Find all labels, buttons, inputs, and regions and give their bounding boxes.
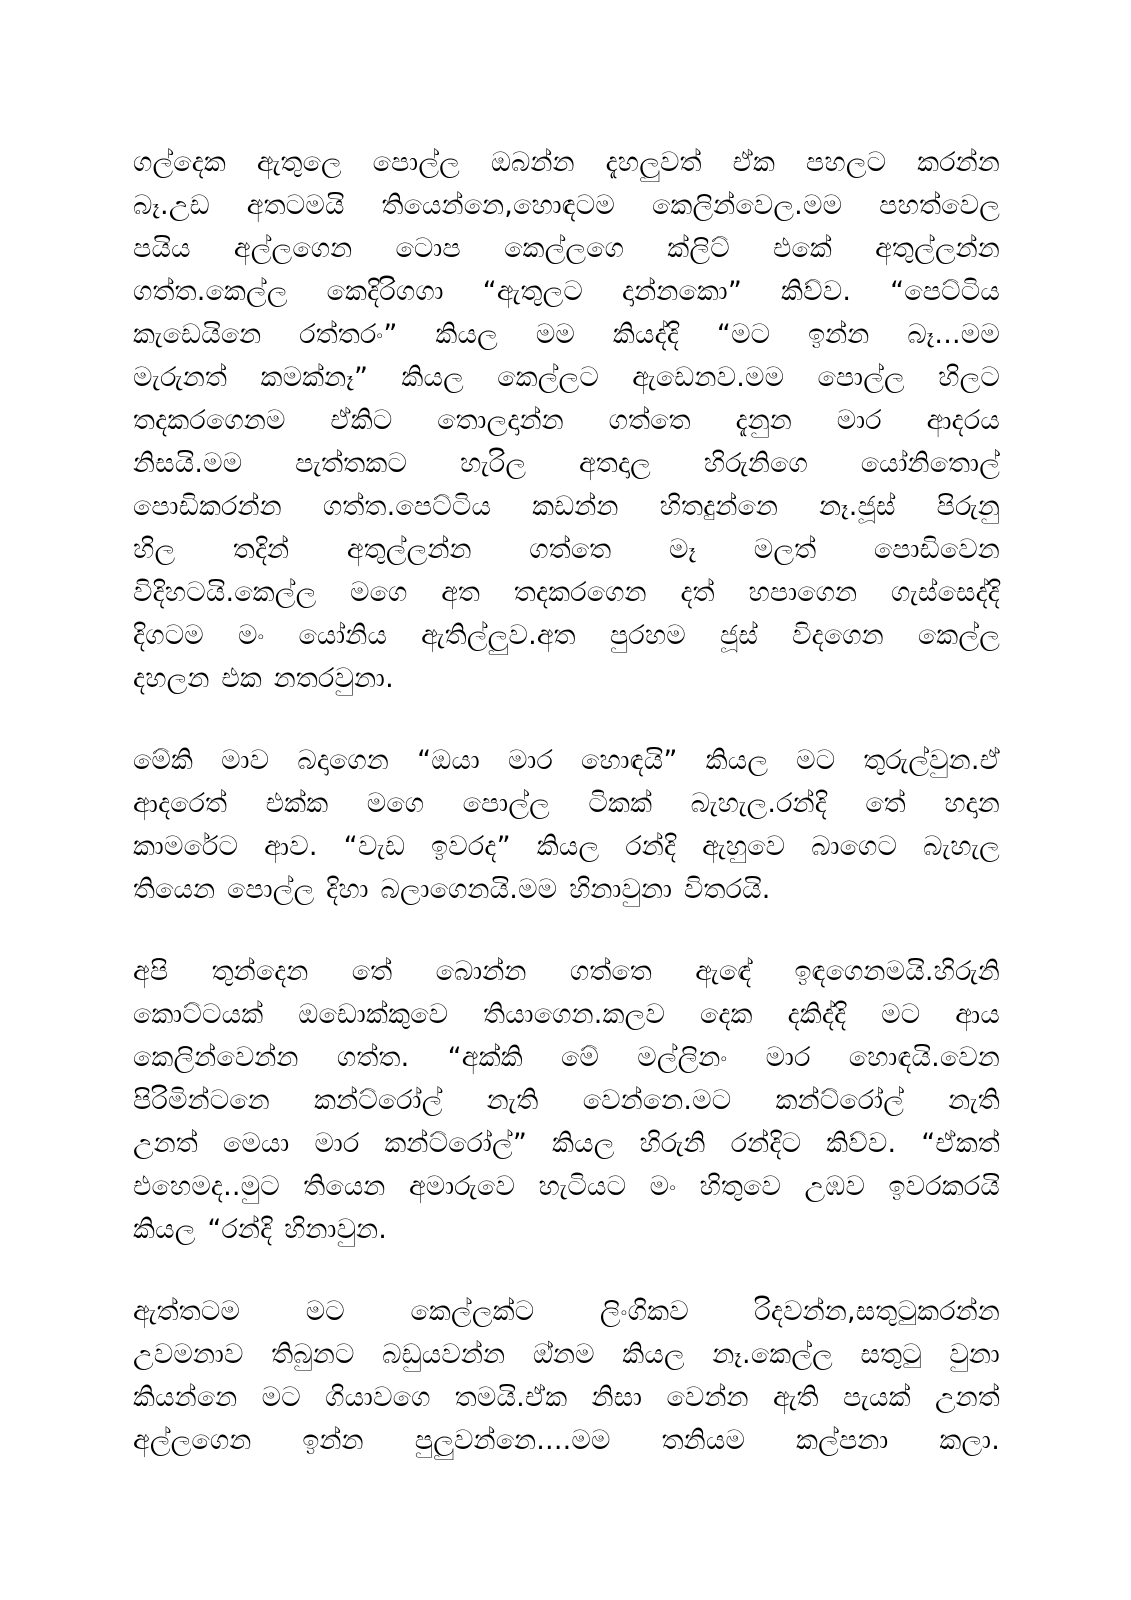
text-line: උනත් මෙයා මාර කන්ට්රෝල්” කියල හිරුනි රන්දිට කිව්ව. “ඒකත් [133,1128,1000,1159]
paragraph [133,141,1000,700]
paragraph [133,739,1000,911]
text-line: පොඩිකරන්න ගත්ත.පෙට්ටිය කඩන්න හිතදුන්නෙ නෑ.ජූස් පිරුනු [133,491,1000,522]
text-line: තියෙන පොල්ල දිහා බලාගෙනයි.මම හිනාවුනා විතරයි. [133,874,771,905]
paragraph [133,1290,1000,1462]
text-line: එහෙමද..මුට තියෙන අමාරුවෙ හැටියට මං හිතුවෙ උඹව ඉවරකරයි [133,1171,1000,1202]
text-line: කාමරේට ආව. “වැඩ ඉවරද” කියල රන්දි ඇහුවෙ බාගෙට බැහැල [133,831,1000,862]
text-line: ආදරෙත් එක්ක මගෙ පොල්ල ටිකක් බැහැල.රන්දි තේ හදාන [133,788,1000,819]
text-line: පයිය අල්ලගෙන ටොප කෙල්ලගෙ ක්ලිට් එකේ අතුල්ලන්න [133,233,1000,264]
text-line: කියන්නෙ මට ගියාවගෙ තමයි.ඒක නිසා වෙන්න ඇති පැයක් උනත් [133,1382,1000,1413]
text-line: අපි තුන්දෙන තේ බොන්න ගත්තෙ ඇඳේ ඉඳගෙනමයි.හිරුනි [133,956,1000,987]
paragraph [133,950,1000,1251]
text-line: කැඩෙයිනෙ රත්තරං” කියල මම කියද්දි “මට ඉන්න බෑ...මම [133,319,1000,350]
text-line: මේකි මාව බදාගෙන “ඔයා මාර හොඳයි” කියල මට තුරුල්වුන.ඒ [133,745,1000,776]
text-line: නිසයි.මම පැත්තකට හැරිල අතදාල හිරුනිගෙ යෝනිතොල් [133,448,1000,479]
document-body [133,141,1000,1462]
text-line: කොට්ටයක් ඔඩොක්කුවෙ තියාගෙන.කලව දෙක දකිද්දි මට ආය [133,999,1000,1030]
text-line: පිරිමින්ටනෙ කන්ට්රෝල් නැති වෙන්නෙ.මට කන්ට්රෝල් නැති [133,1085,1000,1116]
text-line: මැරුනත් කමක්නෑ” කියල කෙල්ලට ඇඩෙනව.මම පොල්ල හිලට [133,362,1000,393]
text-line: ගල්දෙක ඇතුලෙ පොල්ල ඔබන්න දැහලුවත් ඒක පහලට කරන්න [133,147,1000,178]
text-line: ගත්ත.කෙල්ල කෙදිරිගගා “ඇතුලට දාන්නකො” කිව්ව. “පෙට්ටිය [133,276,1000,307]
text-line: බෑ.උඩ අතටමයි තියෙන්නෙ,හොඳටම කෙලින්වෙල.මම පහත්වෙල [133,190,1000,221]
text-line: දිගටම මං යෝනිය ඇතිල්ලුව.අත පුරහම ජූස් විදගෙන කෙල්ල [133,620,1000,651]
text-line: උවමනාව තිබුනට බඩුයවන්න ඔ්නම කියල නෑ.කෙල්ල සතුටු වුනා [133,1339,1000,1370]
text-line: ඇත්තටම මට කෙල්ලක්ට ලිංගිකව රිදවන්න,සතුටුකරන්න [133,1296,1000,1327]
text-line: කියල “රන්දි හිනාවුන. [133,1214,388,1245]
text-line: කෙලින්වෙන්න ගත්ත. “අක්කි මේ මල්ලිනං මාර හොඳයි.වෙන [133,1042,1000,1073]
text-line: හිල තදින් අතුල්ලන්න ගත්තෙ මෑ මලත් පොඩිවෙන [133,534,1000,565]
text-line: අල්ලගෙන ඉන්න පුලුවන්නෙ....මම තනියම කල්පනා කලා. [133,1425,1000,1456]
text-line: තදකරගෙනම ඒකිට තොලදාන්න ගත්තෙ දැනුන මාර ආදරය [133,405,1000,436]
text-line: දහලන එක නතරවුනා. [133,663,394,694]
text-line: විදිහටයි.කෙල්ල මගෙ අත තදකරගෙන දත් හපාගෙන ගැස්සෙද්දි [133,577,1000,608]
